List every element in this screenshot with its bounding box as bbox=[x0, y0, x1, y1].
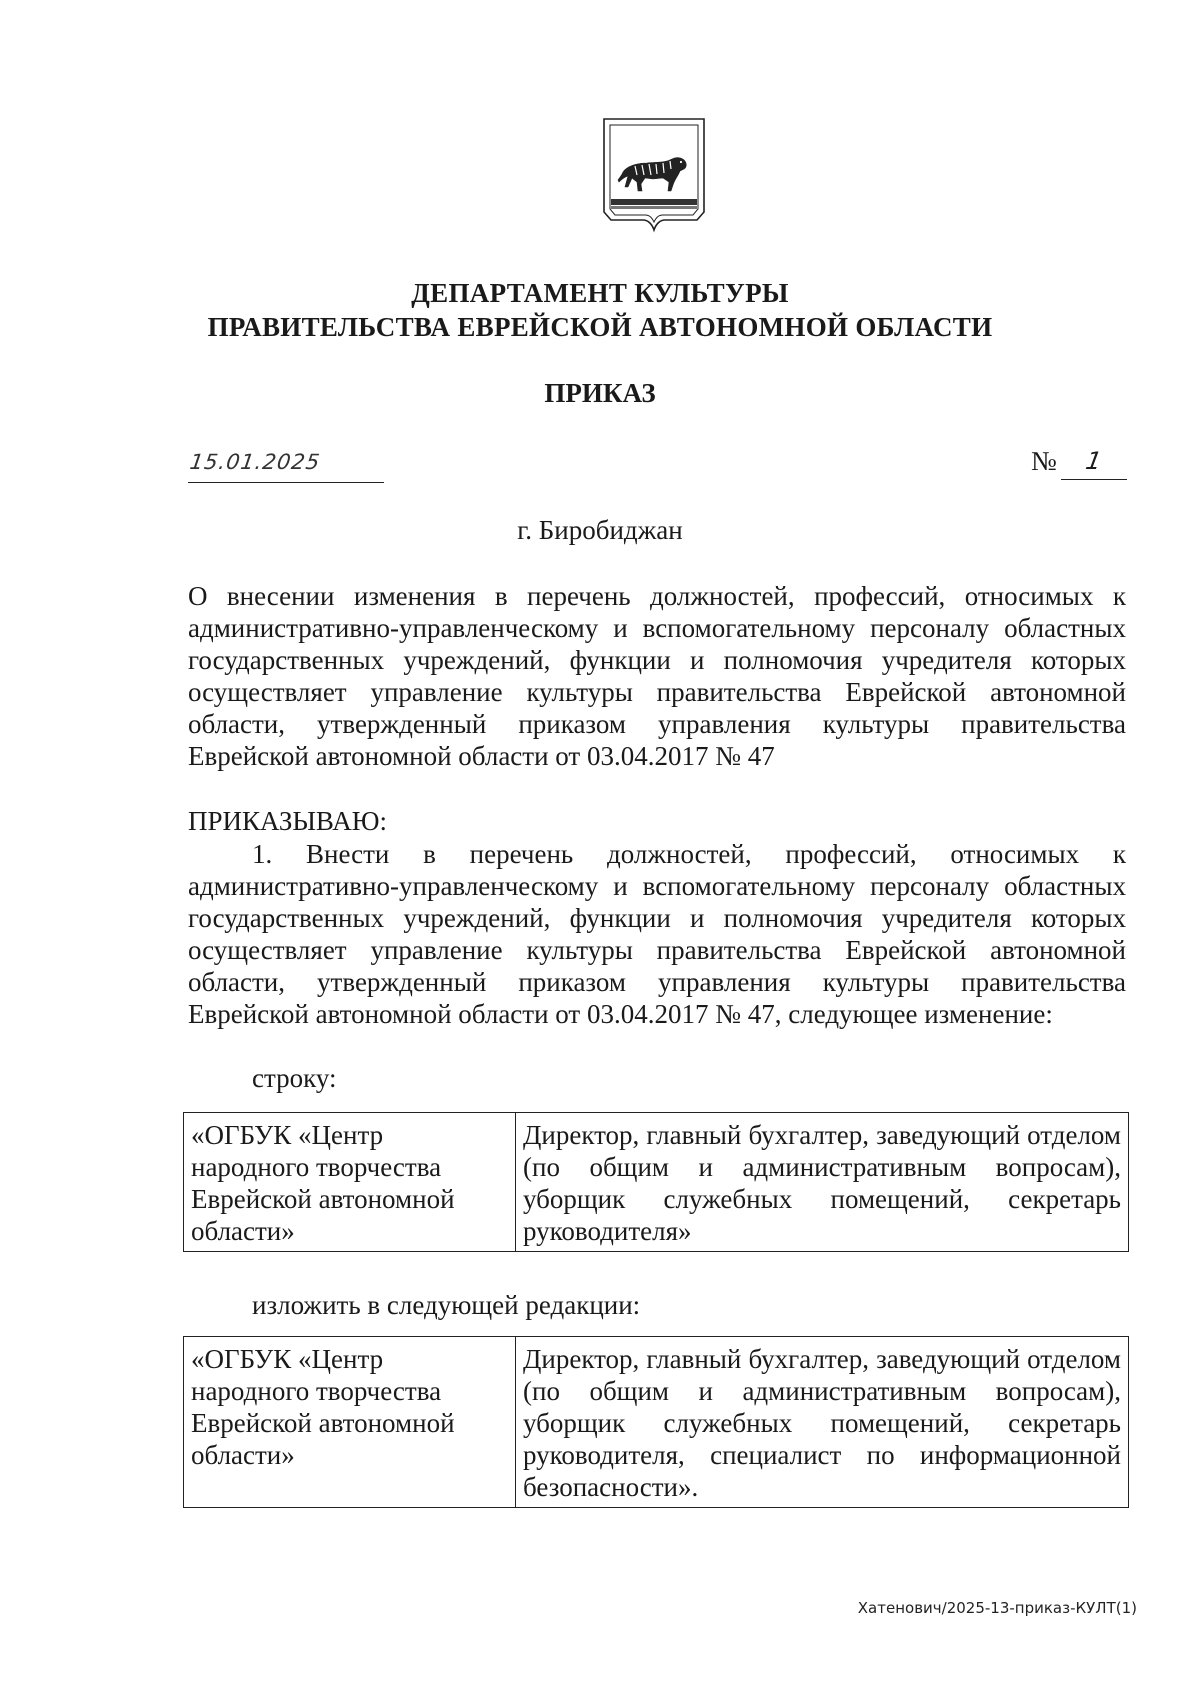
handwritten-number: 1 bbox=[1083, 447, 1105, 475]
order-title bbox=[188, 580, 1126, 772]
coat-of-arms-emblem bbox=[601, 116, 707, 246]
city-name: г. Биробиджан bbox=[517, 515, 683, 545]
new-row-table bbox=[183, 1336, 1129, 1508]
table-row bbox=[184, 1337, 1129, 1508]
positions-cell: Директор, главный бухгалтер, заведующий отделом (по общим и административным вопросам), уборщик служебных помещений, секретарь руководителя» bbox=[516, 1113, 1129, 1252]
old-row-table bbox=[183, 1112, 1129, 1252]
redaction-label: изложить в следующей редакции: bbox=[252, 1290, 641, 1320]
order-item-1: 1. Внести в перечень должностей, профессий, относимых к административно-управленческому и вспомогательному персоналу областных государственных учреждений, функции и полномочия учредителя которых осуществляет управление культуры правительства Еврейской автономной области, утвержденный приказом управления культуры правительства Еврейской автономной области от 03.04.2017 № 47, следующее изменение: bbox=[188, 839, 1126, 1029]
document-date-field bbox=[188, 450, 384, 483]
order-title-text: О внесении изменения в перечень должностей, профессий, относимых к административно-управленческому и вспомогательному персоналу областных государственных учреждений, функции и полномочия учредителя которых осуществляет управление культуры правительства Еврейской автономной области, утвержденный приказом управления культуры правительства Еврейской автономной области от 03.04.2017 № 47 bbox=[188, 581, 1126, 771]
handwritten-date: 15.01.2025 bbox=[188, 450, 322, 474]
table-row bbox=[184, 1113, 1129, 1252]
department-name-line1: ДЕПАРТАМЕНТ КУЛЬТУРЫ bbox=[411, 278, 789, 308]
order-directive-word: ПРИКАЗЫВАЮ: bbox=[188, 806, 387, 836]
document-number-field bbox=[1061, 447, 1127, 480]
institution-cell: «ОГБУК «Центр народного творчества Еврейской автономной области» bbox=[184, 1337, 516, 1508]
department-name-line2: ПРАВИТЕЛЬСТВА ЕВРЕЙСКОЙ АВТОНОМНОЙ ОБЛАСТИ bbox=[207, 312, 993, 342]
number-sign: № bbox=[1031, 446, 1057, 476]
positions-cell: Директор, главный бухгалтер, заведующий отделом (по общим и административным вопросам), уборщик служебных помещений, секретарь руководителя, специалист по информационной безопасности». bbox=[516, 1337, 1129, 1508]
document-type-heading: ПРИКАЗ bbox=[544, 378, 656, 408]
institution-cell: «ОГБУК «Центр народного творчества Еврейской автономной области» bbox=[184, 1113, 516, 1252]
file-reference: Хатенович/2025-13-приказ-КУЛТ(1) bbox=[857, 1599, 1137, 1617]
line-label: строку: bbox=[252, 1063, 337, 1093]
